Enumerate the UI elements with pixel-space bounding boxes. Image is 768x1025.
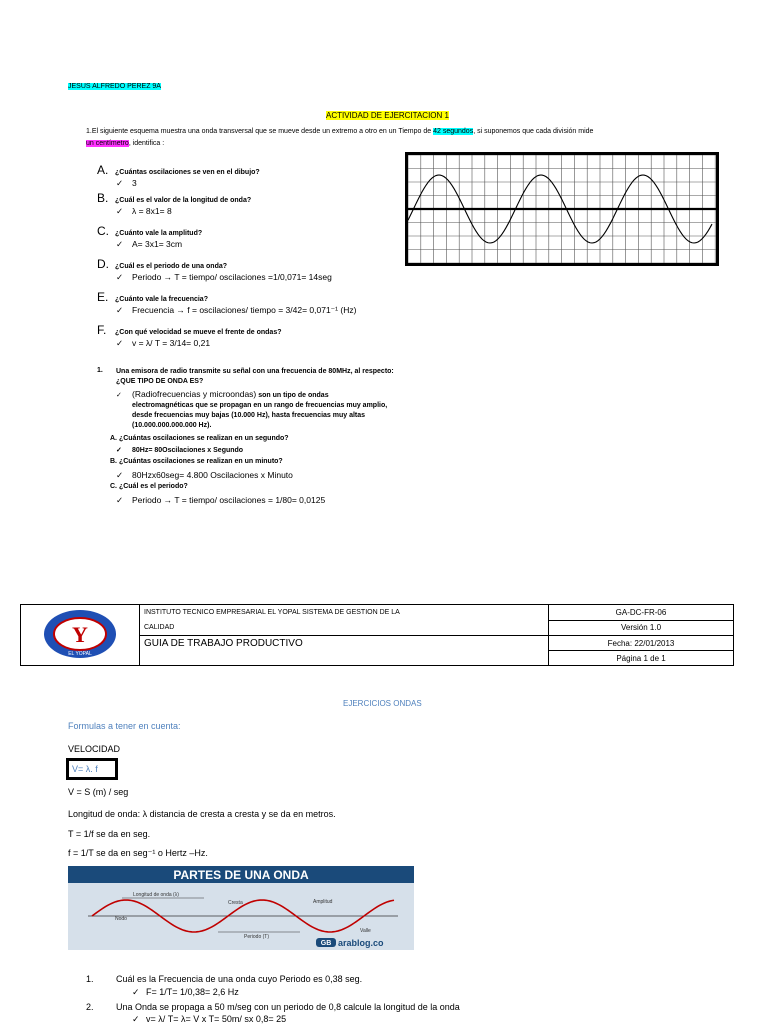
question-letter: E. [97, 290, 109, 304]
logo-cell [21, 605, 140, 666]
problem1-intro: 1.El siguiente esquema muestra una onda transversal que se mueve desde un extremo a otro en un Tiempo de 42 segundos, si suponemos que cada división mide un centímetro, identifica : [86, 128, 594, 147]
question-text: ¿Cuál es el periodo de una onda? [115, 263, 228, 270]
diagram-amplitude-label: Amplitud [313, 899, 333, 905]
diagram-node-label: Nodo [115, 916, 127, 922]
problem2-question-c: C. ¿Cuál es el periodo? [110, 483, 188, 490]
guide-cell: GUIA DE TRABAJO PRODUCTIVO [140, 636, 549, 666]
question-letter: D. [97, 257, 109, 271]
problem1-answer-1 [116, 206, 172, 217]
wave-parts-diagram [68, 866, 414, 950]
page-cell: Página 1 de 1 [549, 651, 734, 666]
diagram-title: PARTES DE UNA ONDA [173, 868, 309, 882]
answer-text: v = λ/ T = 3/14= 0,21 [132, 338, 211, 348]
problem1-answer-4 [116, 305, 356, 316]
problem2-intro: Una emisora de radio transmite su señal con una frecuencia de 80MHz, al respecto: ¿QUE TIPO DE ONDA ES? [116, 367, 446, 387]
answer-text: A= 3x1= 3cm [132, 239, 183, 249]
wavelength-definition: Longitud de onda: λ distancia de cresta a cresta y se da en metros. [68, 809, 336, 819]
problem2-answer-b: ✓ 80Hzx60seg= 4.800 Oscilaciones x Minuto [116, 470, 293, 480]
question-text: ¿Con qué velocidad se mueve el frente de ondas? [115, 329, 282, 336]
problem1-question-1 [97, 193, 251, 206]
date-cell: Fecha: 22/01/2013 [549, 636, 734, 651]
question-text: ¿Cuánto vale la frecuencia? [115, 296, 208, 303]
problem1-question-4 [97, 292, 208, 305]
period-definition: T = 1/f se da en seg. [68, 829, 151, 839]
question-text: ¿Cuál es el valor de la longitud de onda? [115, 197, 252, 204]
exercise-2-question: Una Onda se propaga a 50 m/seg con un periodo de 0,8 calcule la longitud de la onda [116, 1002, 460, 1012]
velocity-units: V = S (m) / seg [68, 787, 129, 797]
wave-grid-svg [408, 155, 716, 263]
problem2-question-b: B. ¿Cuántas oscilaciones se realizan en un minuto? [110, 458, 283, 465]
question-letter: F. [97, 323, 107, 337]
problem2-answer-a: ✓ 80Hz= 80Oscilaciones x Segundo [116, 447, 244, 454]
check-icon: ✓ [116, 305, 124, 315]
formulas-heading: Formulas a tener en cuenta: [68, 721, 181, 731]
diagram-period-label: Periodo (T) [244, 934, 270, 940]
check-icon: ✓ [116, 206, 124, 216]
exercise-1-question: Cuál es la Frecuencia de una onda cuyo Periodo es 0,38 seg. [116, 974, 363, 984]
problem2-answer-c: ✓ Periodo → T = tiempo/ oscilaciones = 1/80= 0,0125 [116, 495, 326, 505]
problem1-question-0 [97, 165, 260, 178]
code-cell: GA-DC-FR-06 [549, 605, 734, 621]
diagram-wavelength-label: Longitud de onda (λ) [133, 892, 179, 898]
problem2-question-a: A. ¿Cuántas oscilaciones se realizan en un segundo? [110, 435, 289, 442]
svg-text:Y: Y [72, 622, 88, 647]
question-letter: B. [97, 191, 109, 205]
question-letter: C. [97, 224, 109, 238]
school-logo-icon [40, 608, 120, 660]
question-text: ¿Cuántas oscilaciones se ven en el dibujo? [115, 169, 260, 176]
velocity-formula-box: V= λ. f [66, 758, 118, 780]
answer-text: 3 [132, 178, 137, 188]
wave-parts-svg [68, 866, 414, 950]
problem2-subtitle: ¿QUE TIPO DE ONDA ES? [116, 378, 204, 385]
answer-text: λ = 8x1= 8 [132, 206, 172, 216]
problem1-question-3 [97, 259, 227, 272]
institution-cell: INSTITUTO TECNICO EMPRESARIAL EL YOPAL SISTEMA DE GESTION DE LA CALIDAD [140, 605, 549, 636]
svg-text:EL YOPAL: EL YOPAL [68, 651, 92, 657]
problem1-question-2 [97, 226, 202, 239]
document-header-table [20, 604, 734, 666]
check-icon: ✓ [116, 239, 124, 249]
exercise-2-number: 2. [86, 1002, 94, 1012]
section-title: EJERCICIOS ONDAS [343, 699, 422, 708]
diagram-crest-label: Cresta [228, 900, 243, 906]
problem1-question-5 [97, 325, 282, 338]
question-text: ¿Cuánto vale la amplitud? [115, 230, 203, 237]
frequency-definition: f = 1/T se da en seg⁻¹ o Hertz –Hz. [68, 848, 208, 858]
problem1-answer-2 [116, 239, 182, 250]
wave-grid-figure [405, 152, 719, 266]
diagram-brand-text: arablog.co [338, 938, 384, 948]
problem2-answer: ✓ (Radiofrecuencias y microondas) son un tipo de ondas electromagnéticas que se propagan en un rango de frecuencias muy amplio, desde frecuencias muy bajas (10.000 Hz), hasta frecuencias muy altas (10.000.000.000.000 Hz). [116, 389, 388, 429]
exercise-1-number: 1. [86, 974, 94, 984]
version-cell: Versión 1.0 [549, 620, 734, 636]
problem1-answer-3 [116, 272, 332, 283]
activity-title: ACTIVIDAD DE EJERCITACION 1 [326, 111, 449, 120]
velocity-label: VELOCIDAD [68, 744, 121, 754]
diagram-brand-mark: GB [320, 940, 332, 947]
check-icon: ✓ [116, 178, 124, 188]
check-icon: ✓ [116, 338, 124, 348]
problem1-answer-0 [116, 178, 137, 189]
problem2-number: 1. [97, 367, 103, 374]
exercise-1-answer: ✓ F= 1/T= 1/0,38= 2,6 Hz [132, 987, 239, 997]
question-letter: A. [97, 163, 109, 177]
exercise-2-answer: ✓ v= λ/ T= λ= V x T= 50m/ sx 0,8= 25 [132, 1014, 287, 1024]
answer-text: Periodo → T = tiempo/ oscilaciones =1/0,071= 14seg [132, 272, 332, 282]
problem1-answer-5 [116, 338, 210, 349]
answer-text: Frecuencia → f = oscilaciones/ tiempo = 3/42= 0,071⁻¹ (Hz) [132, 305, 357, 315]
student-name: JESUS ALFREDO PEREZ 9A [68, 83, 161, 90]
check-icon: ✓ [116, 272, 124, 282]
diagram-valley-label: Valle [360, 928, 371, 934]
